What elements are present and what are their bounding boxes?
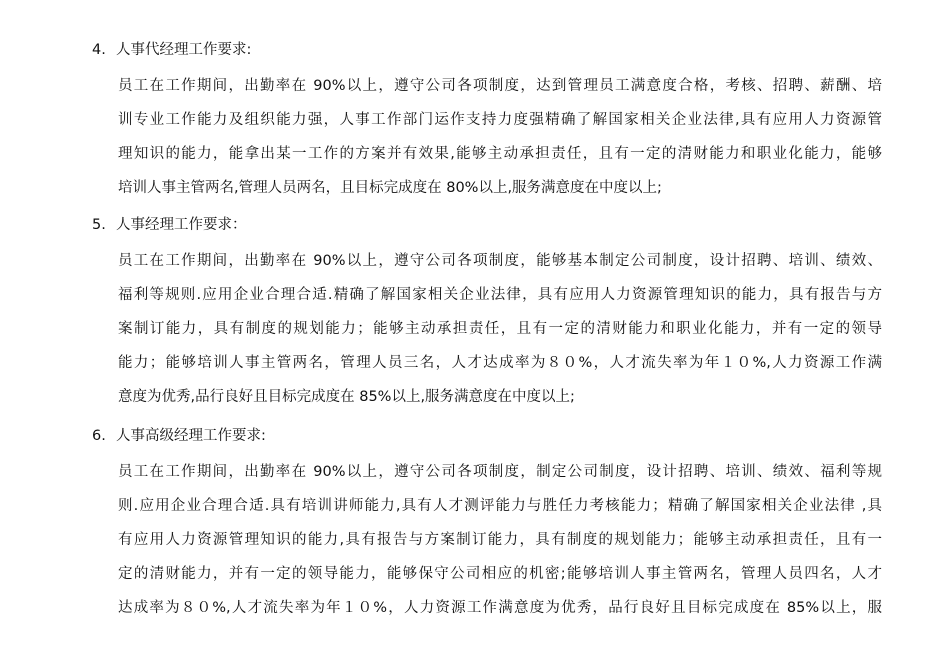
paragraph-line: 案制订能力，具有制度的规划能力；能够主动承担责任，且有一定的清财能力和职业化能力，并有一定的领导 xyxy=(118,321,882,337)
paragraph-line: 员工在工作期间，出勤率在 90%以上，遵守公司各项制度，达到管理员工满意度合格，考核、招聘、薪酬、培 xyxy=(118,78,882,94)
section-heading xyxy=(92,38,251,62)
section-number: 5. xyxy=(92,217,106,233)
section-heading xyxy=(92,213,247,237)
paragraph-line: 达成率为８０%,人才流失率为年１０%，人力资源工作满意度为优秀，品行良好且目标完成度在 85%以上，服 xyxy=(118,600,882,616)
paragraph-line: 福利等规则.应用企业合理合适.精确了解国家相关企业法律，具有应用人力资源管理知识的能力，具有报告与方 xyxy=(118,287,882,303)
section-paragraph xyxy=(118,69,882,205)
paragraph-line: 培训人事主管两名,管理人员两名，且目标完成度在 80%以上,服务满意度在中度以上; xyxy=(118,180,662,196)
section-title: 人事高级经理工作要求: xyxy=(116,428,266,444)
paragraph-line: 则.应用企业合理合适.具有培训讲师能力,具有人才测评能力与胜任力考核能力；精确了解国家相关企业法律 ,具 xyxy=(118,498,882,514)
paragraph-line: 有应用人力资源管理知识的能力,具有报告与方案制订能力，具有制度的规划能力；能够主动承担责任，且有一 xyxy=(118,532,882,548)
section-title: 人事代经理工作要求: xyxy=(116,42,252,58)
section-number: 6. xyxy=(92,428,106,444)
paragraph-line: 员工在工作期间，出勤率在 90%以上，遵守公司各项制度，制定公司制度，设计招聘、培训、绩效、福利等规 xyxy=(118,464,882,480)
section-number: 4. xyxy=(92,42,106,58)
paragraph-line: 定的清财能力，并有一定的领导能力，能够保守公司相应的机密;能够培训人事主管两名，管理人员四名，人才 xyxy=(118,566,882,582)
paragraph-line: 训专业工作能力及组织能力强，人事工作部门运作支持力度强精确了解国家相关企业法律,具有应用人力资源管 xyxy=(118,112,882,128)
paragraph-line: 员工在工作期间，出勤率在 90%以上，遵守公司各项制度，能够基本制定公司制度，设计招聘、培训、绩效、 xyxy=(118,253,882,269)
section-paragraph xyxy=(118,244,882,414)
section-title: 人事经理工作要求： xyxy=(116,217,247,233)
paragraph-line: 理知识的能力，能拿出某一工作的方案并有效果,能够主动承担责任，且有一定的清财能力和职业化能力，能够 xyxy=(118,146,882,162)
section-paragraph xyxy=(118,455,882,625)
section-heading xyxy=(92,424,266,448)
paragraph-line: 能力；能够培训人事主管两名，管理人员三名，人才达成率为８０%，人才流失率为年１０%,人力资源工作满 xyxy=(118,355,882,371)
paragraph-line: 意度为优秀,品行良好且目标完成度在 85%以上,服务满意度在中度以上; xyxy=(118,389,575,405)
